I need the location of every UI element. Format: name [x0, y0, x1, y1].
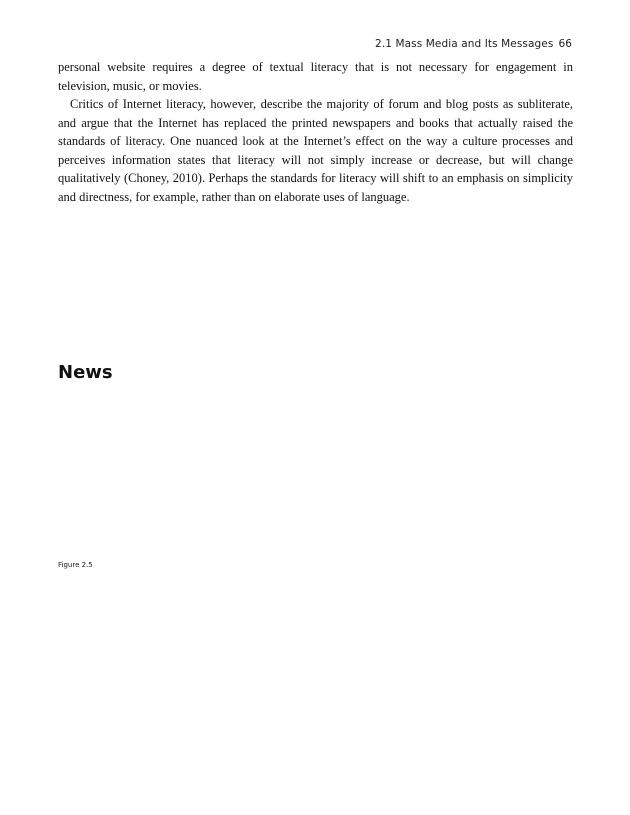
- section-heading-news: News: [58, 362, 113, 383]
- header-section-title: 2.1 Mass Media and Its Messages: [375, 38, 554, 50]
- running-header: [375, 38, 572, 50]
- body-text: [58, 58, 573, 206]
- figure-caption: Figure 2.5: [58, 561, 93, 569]
- paragraph-internet-literacy: Critics of Internet literacy, however, describe the majority of forum and blog posts as subliterate, and argue that the Internet has replaced the printed newspapers and books that actually raised the standards of literacy. One nuanced look at the Internet’s effect on the way a culture processes and perceives information states that literacy will not simply increase or decrease, but will change qualitatively (Choney, 2010). Perhaps the standards for literacy will shift to an emphasis on simplicity and directness, for example, rather than on elaborate uses of language.: [58, 97, 573, 204]
- paragraph-continuation: personal website requires a degree of textual literacy that is not necessary for engagement in television, music, or movies.: [58, 60, 573, 93]
- page-number: 66: [558, 38, 572, 50]
